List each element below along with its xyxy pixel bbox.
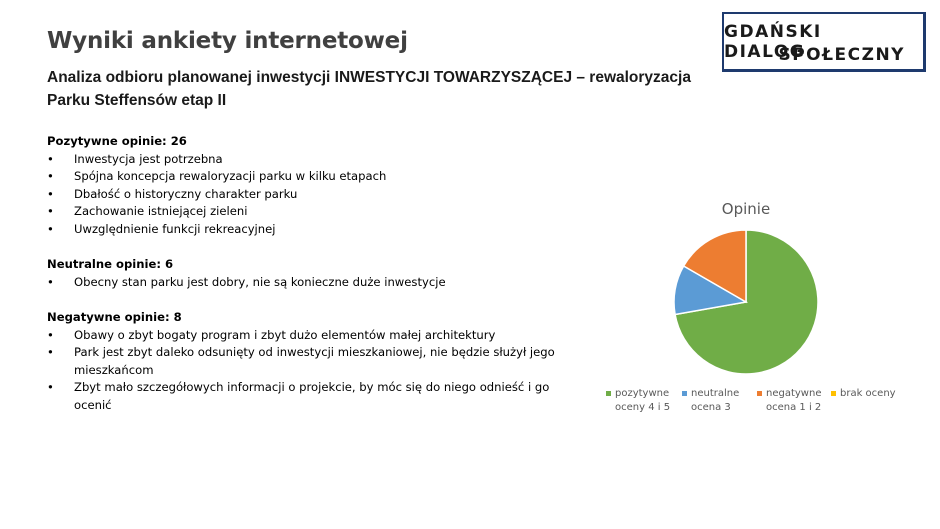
- pie-slices: [674, 230, 818, 374]
- legend-swatch-2: [757, 391, 762, 396]
- neutral-heading: Neutralne opinie: 6: [47, 257, 174, 272]
- legend-label-3: brak oceny: [840, 388, 896, 399]
- positive-item: • Inwestycja jest potrzebna: [47, 151, 587, 169]
- neutral-item: • Obecny stan parku jest dobry, nie są konieczne duże inwestycje: [47, 274, 587, 292]
- positive-item: • Uwzględnienie funkcji rekreacyjnej: [47, 221, 587, 239]
- legend-label-1: neutralne ocena 3: [691, 388, 740, 413]
- legend-swatch-1: [682, 391, 687, 396]
- page-subtitle: Analiza odbioru planowanej inwestycji INWESTYCJI TOWARZYSZĄCEJ – rewaloryzacja Parku Steffensów etap II: [47, 69, 691, 109]
- gdanski-dialog-logo: [722, 12, 926, 72]
- neutral-list: [47, 274, 587, 292]
- negative-list: [47, 327, 587, 415]
- chart-title: Opinie: [721, 200, 771, 218]
- opinions-content: [47, 133, 587, 415]
- pie-svg: [600, 190, 920, 420]
- negative-heading: Negatywne opinie: 8: [47, 309, 182, 324]
- positive-item: • Zachowanie istniejącej zieleni: [47, 203, 587, 221]
- positive-list: [47, 151, 587, 239]
- positive-item: • Spójna koncepcja rewaloryzacji parku w kilku etapach: [47, 168, 587, 186]
- positive-heading: Pozytywne opinie: 26: [47, 134, 187, 148]
- logo-line-1: GDAŃSKI DIALOG: [724, 22, 822, 62]
- legend-swatch-3: [831, 391, 836, 396]
- positive-item: • Dbałość o historyczny charakter parku: [47, 186, 587, 204]
- page-title: Wyniki ankiety internetowej: [47, 28, 408, 54]
- opinions-pie-chart: [600, 190, 920, 420]
- negative-item: • Obawy o zbyt bogaty program i zbyt dużo elementów małej architektury: [47, 327, 587, 345]
- negative-item: • Zbyt mało szczegółowych informacji o projekcie, by móc się do niego odnieść i go ocenić: [47, 379, 587, 414]
- legend-label-0: pozytywne oceny 4 i 5: [615, 388, 671, 413]
- legend-swatch-0: [606, 391, 611, 396]
- legend-label-2: negatywne ocena 1 i 2: [766, 388, 822, 413]
- negative-item: • Park jest zbyt daleko odsunięty od inwestycji mieszkaniowej, nie będzie służył jego mieszkańcom: [47, 344, 587, 379]
- logo-line-2: SPOŁECZNY: [778, 45, 905, 65]
